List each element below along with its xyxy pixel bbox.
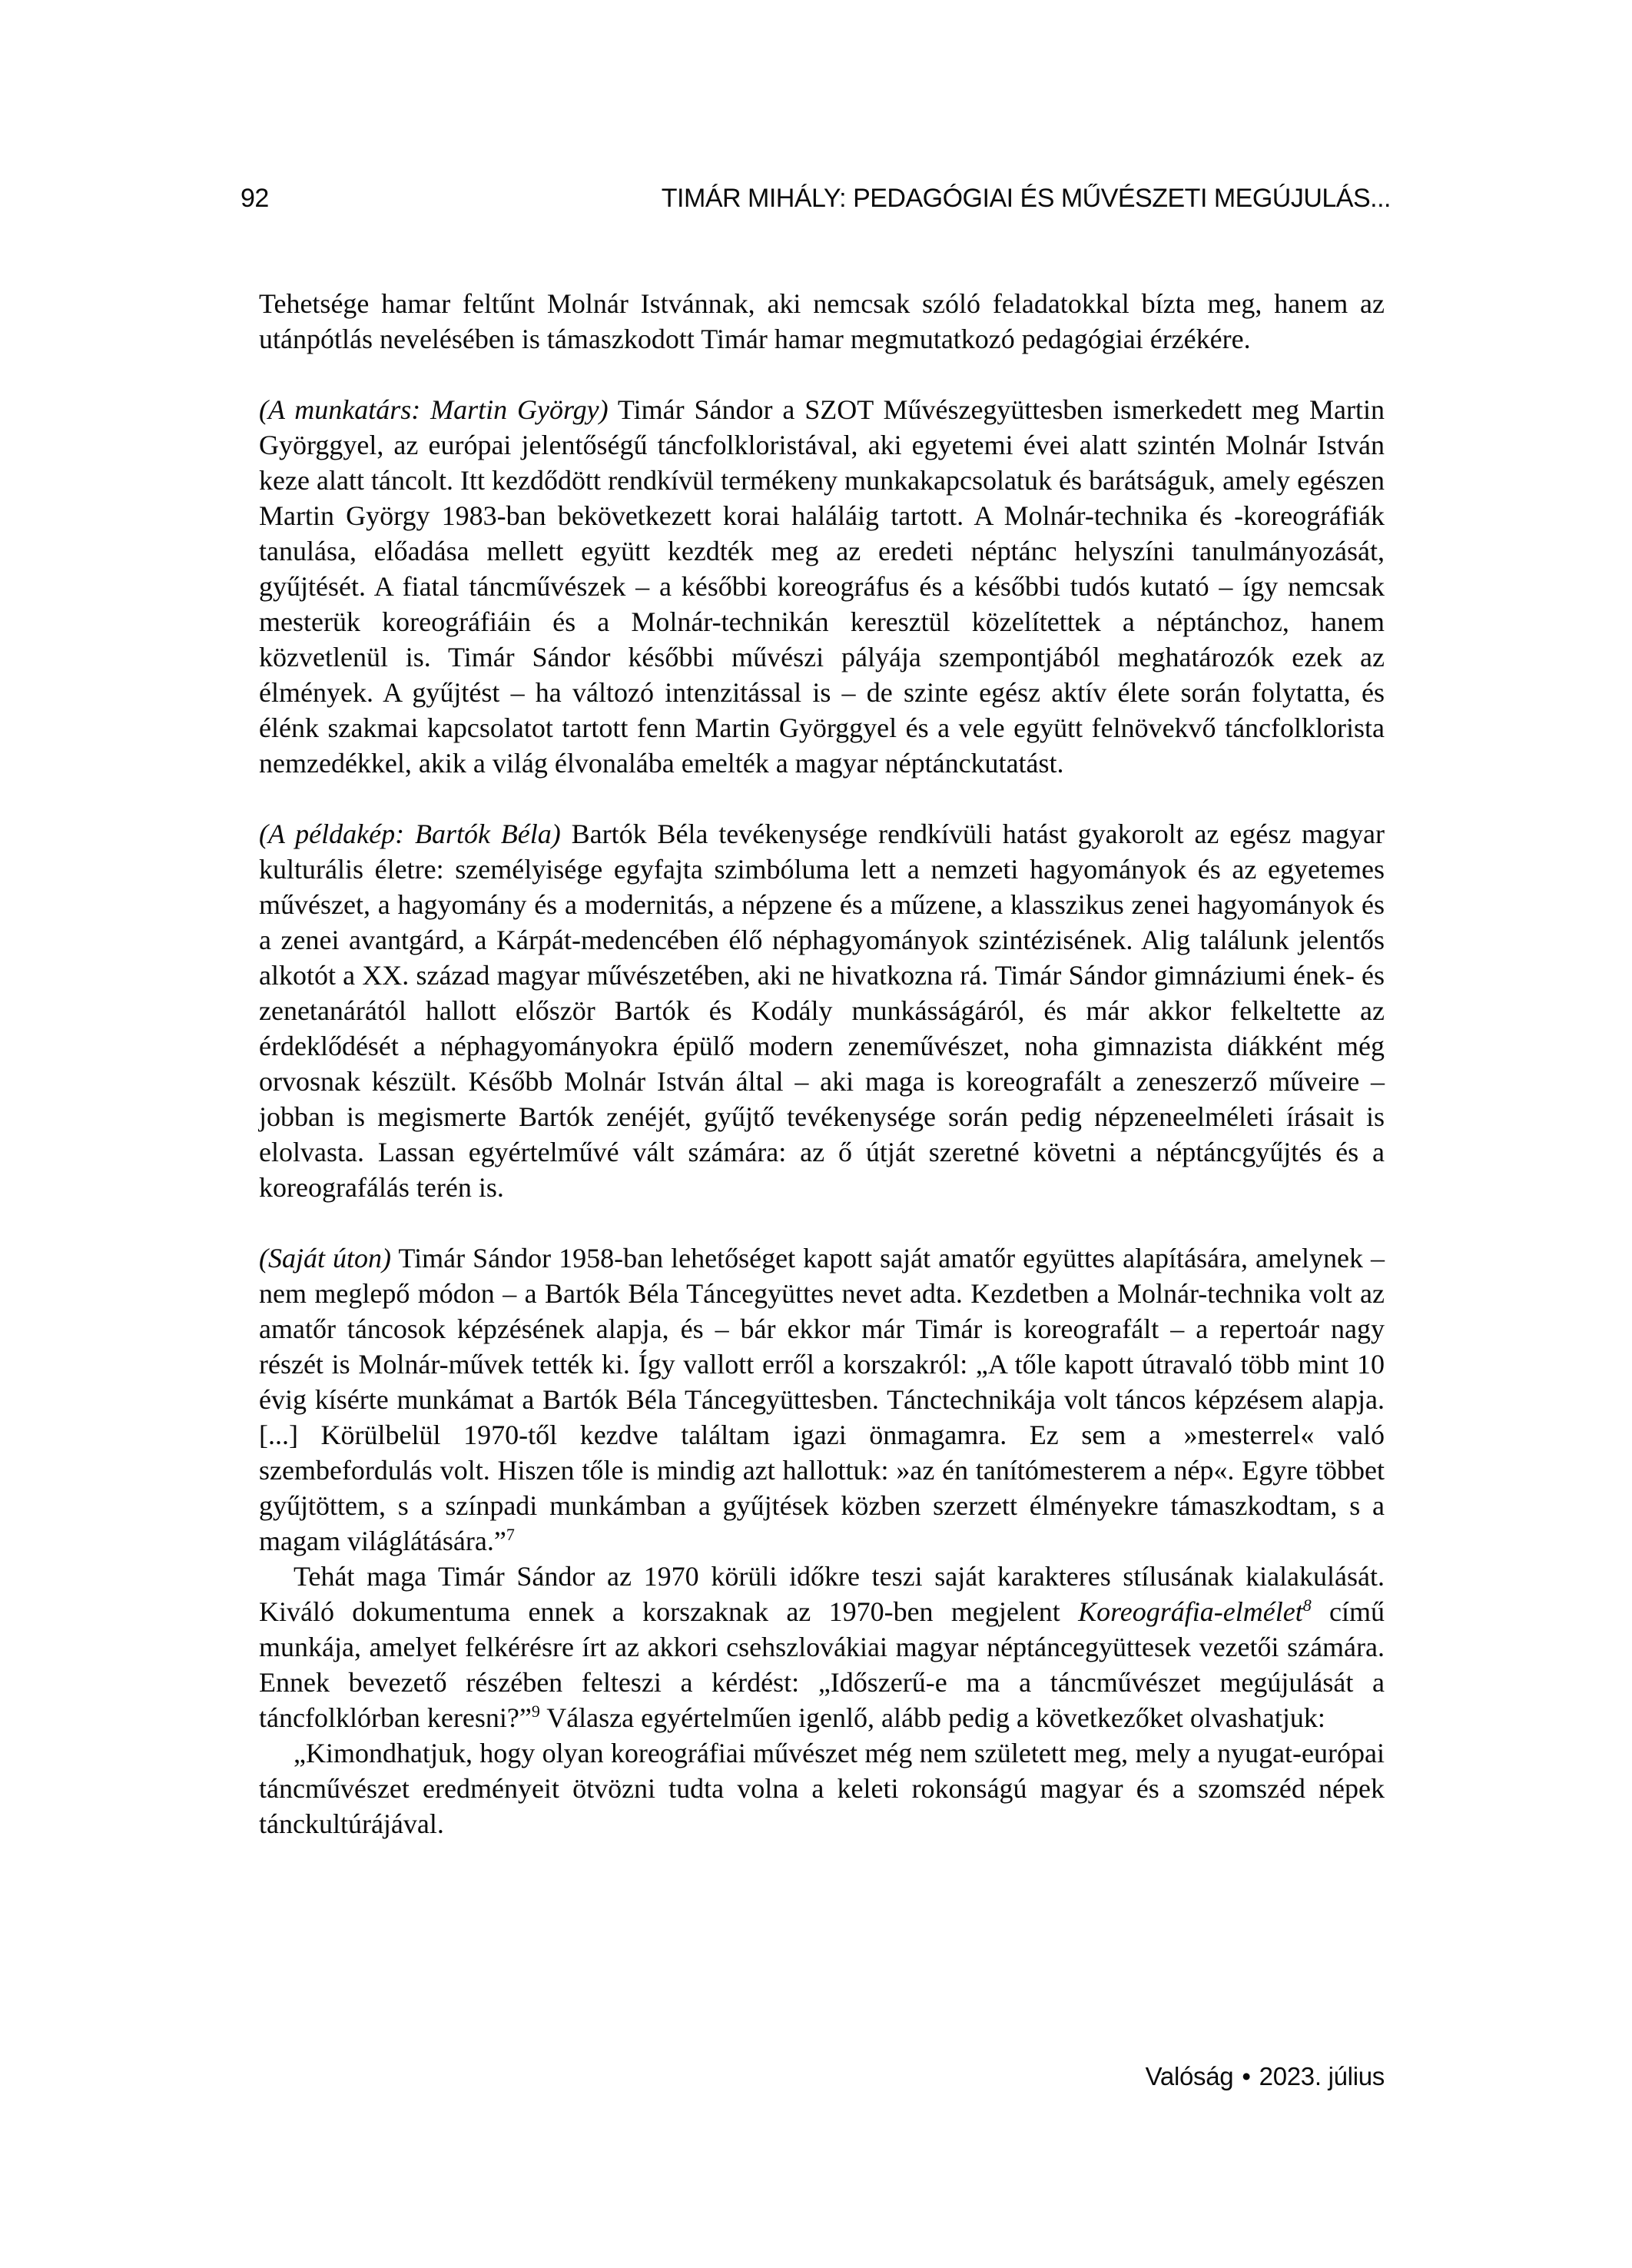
issue-date: 2023. július [1259, 2062, 1385, 2090]
paragraph [259, 816, 1385, 1205]
running-title: TIMÁR MIHÁLY: PEDAGÓGIAI ÉS MŰVÉSZETI MEGÚJULÁS... [661, 184, 1391, 213]
text-run: című munkája, amelyet felkérésre írt az akkori csehszlovákiai magyar néptáncegyüttesek vezetői számára. Ennek bevezető részében felteszi a kérdést: „Időszerű-e ma a táncművészet megújulását a táncfolklórban keresni?” [259, 1596, 1385, 1733]
text-run: Válasza egyértelműen igenlő, alább pedig a következőket olvashatjuk: [539, 1702, 1325, 1733]
bullet-separator: • [1242, 2062, 1251, 2090]
paragraph [259, 1240, 1385, 1559]
italic-run: (A példakép: Bartók Béla) [259, 819, 561, 849]
paragraph [259, 1735, 1385, 1841]
text-run: Tehetsége hamar feltűnt Molnár Istvánnak, aki nemcsak szóló feladatokkal bízta meg, hanem az utánpótlás nevelésében is támaszkodott Timár hamar megmutatkozó pedagógiai érzékére. [259, 288, 1385, 354]
italic-run: Koreográfia-elmélet [1078, 1596, 1303, 1627]
text-run: Bartók Béla tevékenysége rendkívüli hatást gyakorolt az egész magyar kulturális életre: személyisége egyfajta szimbóluma lett a nemzeti hagyományok és az egyetemes művészet, a hagyomány és a modernitás, a népzene és a műzene, a klasszikus zenei hagyományok és a zenei avantgárd, a Kárpát-medencében élő néphagyományok szintézisének. Alig találunk jelentős alkotót a XX. század magyar művészetében, aki ne hivatkozna rá. Timár Sándor gimnáziumi ének- és zenetanárától hallott először Bartók és Kodály munkásságáról, és már akkor felkeltette az érdeklődését a néphagyományokra épülő modern zeneművészet, noha gimnazista diákként még orvosnak készült. Később Molnár István által – aki maga is koreografált a zeneszerző műveire – jobban is megismerte Bartók zenéjét, gyűjtő tevékenysége során pedig népzeneelméleti írásait is elolvasta. Lassan egyértelművé vált számára: az ő útját szeretné követni a néptáncgyűjtés és a koreografálás terén is. [259, 819, 1385, 1203]
page-number: 92 [240, 184, 269, 213]
footnote-ref: 9 [531, 1702, 540, 1721]
text-run: Timár Sándor a SZOT Művészegyüttesben ismerkedett meg Martin Györggyel, az európai jelentőségű táncfolkloristával, aki egyetemi évei alatt szintén Molnár István keze alatt táncolt. Itt kezdődött rendkívül termékeny munkakapcsolatuk és barátságuk, amely egészen Martin György 1983-ban bekövetkezett korai haláláig tartott. A Molnár-technika és -koreográfiák tanulása, előadása mellett együtt kezdték meg az eredeti néptánc helyszíni tanulmányozását, gyűjtését. A fiatal táncművészek – a későbbi koreográfus és a későbbi tudós kutató – így nemcsak mesterük koreográfiáin és a Molnár-technikán keresztül közelítettek a néptánchoz, hanem közvetlenül is. Timár Sándor későbbi művészi pályája szempontjából meghatározók ezek az élmények. A gyűjtést – ha változó intenzitással is – de szinte egész aktív élete során folytatta, és élénk szakmai kapcsolatot tartott fenn Martin Györggyel és a vele együtt felnövekvő táncfolklorista nemzedékkel, akik a világ élvonalába emelték a magyar néptánckutatást. [259, 394, 1385, 779]
text-run: „Kimondhatjuk, hogy olyan koreográfiai művészet még nem született meg, mely a nyugat-európai táncművészet eredményeit ötvözni tudta volna a keleti rokonságú magyar és a szomszéd népek tánckultúrájával. [259, 1738, 1385, 1839]
footnote-ref: 7 [506, 1525, 515, 1544]
footnote-ref: 8 [1302, 1596, 1312, 1615]
journal-name: Valóság [1145, 2062, 1234, 2090]
article-body [259, 286, 1385, 1841]
text-run: Timár Sándor 1958-ban lehetőséget kapott saját amatőr együttes alapítására, amelynek – nem meglepő módon – a Bartók Béla Táncegyüttes nevet adta. Kezdetben a Molnár-technika volt az amatőr táncosok képzésének alapja, és – bár ekkor már Timár is koreografált – a repertoár nagy részét is Molnár-művek tették ki. Így vallott erről a korszakról: „A tőle kapott útravaló több mint 10 évig kísérte munkámat a Bartók Béla Táncegyüttesben. Tánctechnikája volt táncos képzésem alapja. [...] Körülbelül 1970-től kezdve találtam igazi önmagamra. Ez sem a »mesterrel« való szembefordulás volt. Hiszen tőle is mindig azt hallottuk: »az én tanítómesterem a nép«. Egyre többet gyűjtöttem, s a színpadi munkámban a gyűjtések közben szerzett élményekre támaszkodtam, s a magam világlátására.” [259, 1243, 1385, 1556]
text-run: Tehát maga Timár Sándor az 1970 körüli időkre teszi saját karakteres stílusának kialakulását. Kiváló dokumentuma ennek a korszaknak az 1970-ben megjelent [259, 1561, 1385, 1627]
page-header [240, 184, 1391, 212]
page-footer [1146, 2063, 1385, 2090]
paragraph [259, 286, 1385, 357]
italic-run: (A munkatárs: Martin György) [259, 394, 609, 425]
paragraph [259, 1559, 1385, 1735]
paragraph [259, 392, 1385, 781]
italic-run: (Saját úton) [259, 1243, 392, 1273]
